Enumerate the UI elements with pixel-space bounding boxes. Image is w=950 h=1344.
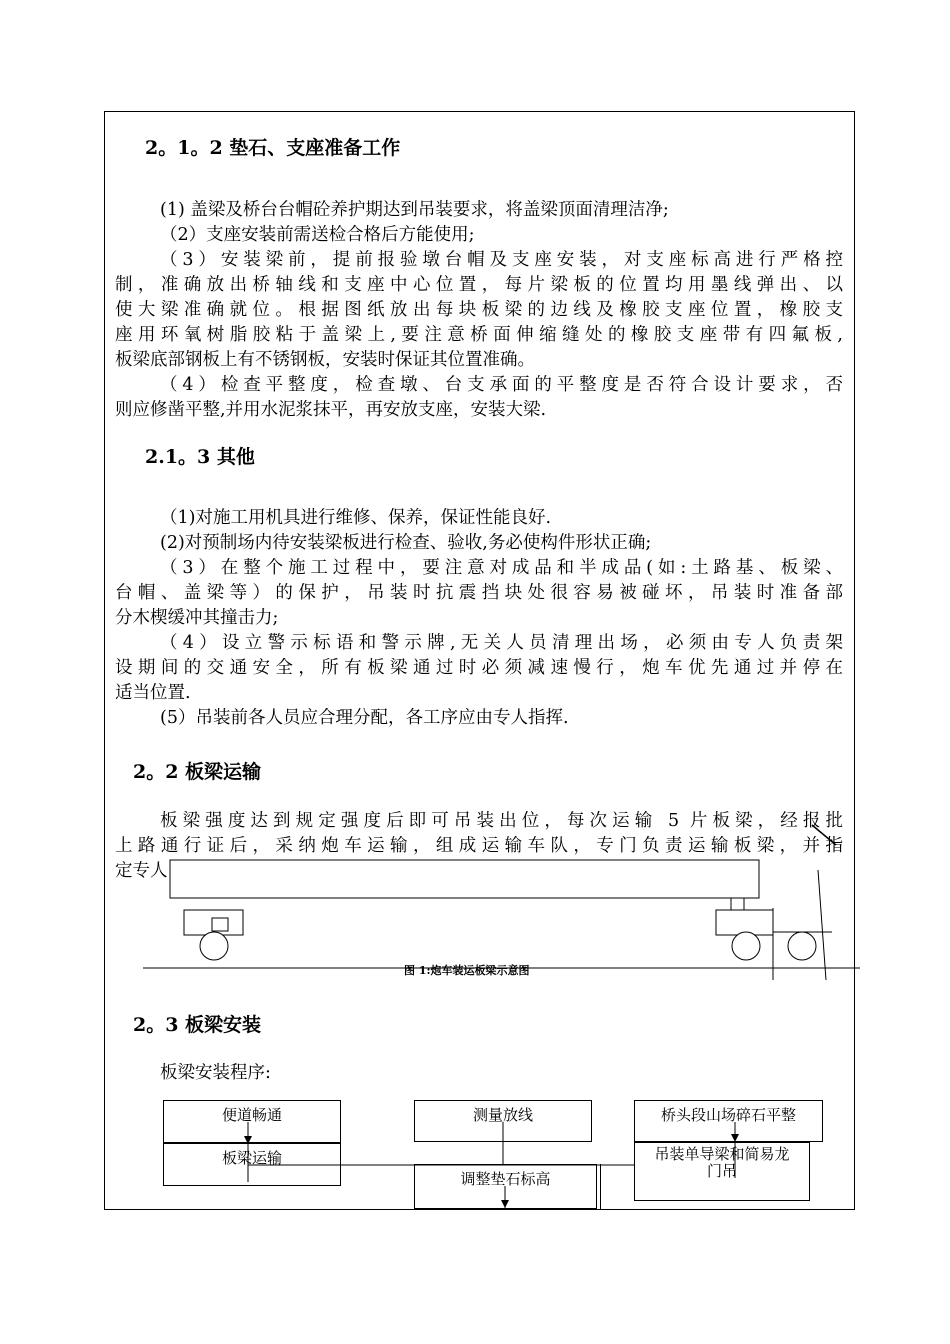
para-line: （4）设立警示标语和警示牌,无关人员清理出场，必须由专人负责架 [160, 633, 843, 653]
para-line: (1) 盖梁及桥台台帽砼养护期达到吊装要求，将盖梁顶面清理洁净; [160, 200, 669, 220]
para-line: 则应修凿平整,并用水泥浆抹平，再安放支座，安装大梁. [115, 400, 547, 420]
para-line: （3）在整个施工过程中，要注意对成品和半成品(如:土路基、板梁、 [160, 558, 843, 578]
section-heading-2-1-2: 2。1。2 垫石、支座准备工作 [145, 137, 401, 159]
para-line: 定专人 [115, 861, 168, 881]
para-line: 台帽、盖梁等）的保护，吊装时抗震挡块处很容易被碰坏，吊装时准备部 [115, 583, 843, 603]
para-line: 分木楔缓冲其撞击力; [115, 608, 279, 628]
para-line: （3）安装梁前，提前报验墩台帽及支座安装，对支座标高进行严格控 [160, 250, 843, 270]
flow-box-gravel-leveling: 桥头段山场碎石平整 [634, 1100, 823, 1142]
section-heading-2-3: 2。3 板梁安装 [133, 1014, 262, 1036]
flow-box-adjust-pad-elevation: 调整垫石标高 [414, 1164, 597, 1209]
para-line: 上路通行证后，采纳炮车运输，组成运输车队，专门负责运输板梁，并指 [115, 836, 843, 856]
section-heading-2-1-3: 2.1。3 其他 [145, 446, 255, 468]
para-line: （1)对施工用机具进行维修、保养，保证性能良好. [160, 508, 552, 528]
arrow-head [244, 1136, 252, 1144]
flow-box-hoist-guide-beam: 吊装单导梁和简易龙门吊 [634, 1142, 810, 1201]
section-heading-2-2: 2。2 板梁运输 [133, 761, 262, 783]
flow-box-beam-transport: 板梁运输 [163, 1143, 341, 1186]
arrow-head [731, 1134, 739, 1142]
para-line: 板梁底部钢板上有不锈钢板，安装时保证其位置准确。 [115, 350, 535, 370]
para-line: 设期间的交通安全，所有板梁通过时必须减速慢行，炮车优先通过并停在 [115, 658, 843, 678]
para-line: (2)对预制场内待安装梁板进行检查、验收,务必使构件形状正确; [160, 533, 652, 553]
flow-box-survey-layout: 测量放线 [414, 1100, 592, 1142]
para-line: 板梁安装程序: [160, 1063, 271, 1083]
para-line: 板梁强度达到规定强度后即可吊装出位，每次运输 5 片板梁，经报批 [160, 811, 843, 831]
para-line: （2）支座安装前需送检合格后方能使用; [160, 225, 475, 245]
para-line: 使大梁准确就位。根据图纸放出每块板梁的边线及橡胶支座位置，橡胶支 [115, 300, 843, 320]
para-line: (5）吊装前各人员应合理分配，各工序应由专人指挥. [160, 708, 569, 728]
para-line: 适当位置. [115, 683, 191, 703]
flow-box-access-road: 便道畅通 [163, 1100, 341, 1143]
arrow-head [501, 1200, 509, 1208]
para-line: （4）检查平整度，检查墩、台支承面的平整度是否符合设计要求，否 [160, 375, 843, 395]
para-line: 座用环氧树脂胶粘于盖梁上,要注意桥面伸缩缝处的橡胶支座带有四氟板, [115, 325, 843, 345]
figure-caption: 图 1:炮车装运板梁示意图 [404, 964, 530, 977]
para-line: 制，准确放出桥轴线和支座中心位置，每片梁板的位置均用墨线弹出、以 [115, 275, 843, 295]
